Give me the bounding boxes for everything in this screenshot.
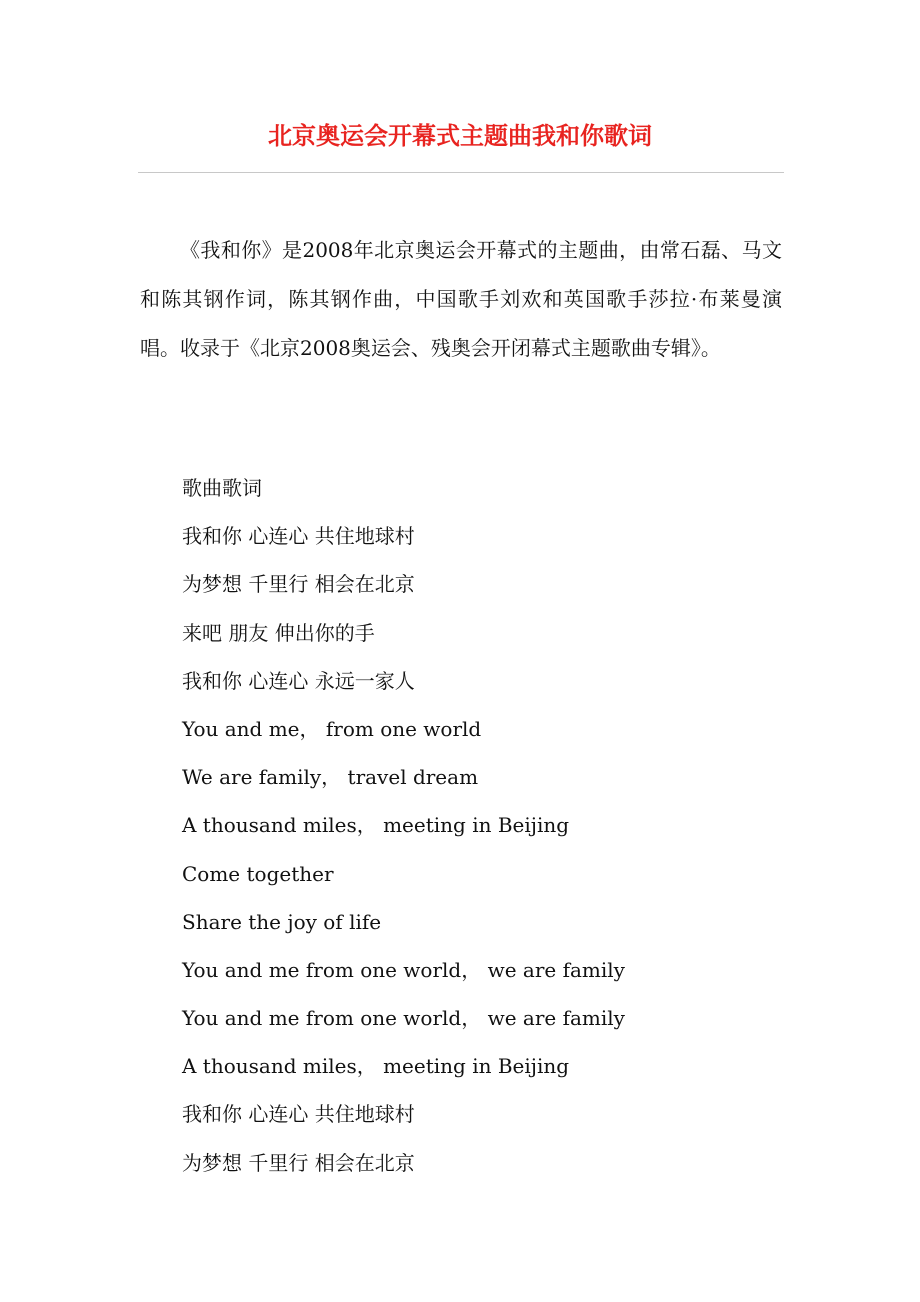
lyric-line: 为梦想 千里行 相会在北京 xyxy=(182,1150,415,1175)
lyric-line: 来吧 朋友 伸出你的手 xyxy=(182,620,375,645)
lyric-line: A thousand miles， meeting in Beijing xyxy=(182,813,570,838)
lyrics-heading: 歌曲歌词 xyxy=(182,476,262,500)
intro-paragraph: 《我和你》是2008年北京奥运会开幕式的主题曲，由常石磊、马文和陈其钢作词，陈其钢作曲，中国歌手刘欢和英国歌手莎拉·布莱曼演唱。收录于《北京2008奥运会、残奥会开闭幕式主题歌曲专辑》。 xyxy=(140,238,782,360)
lyric-line: 我和你 心连心 共住地球村 xyxy=(182,524,415,549)
lyric-line: You and me from one world， we are family xyxy=(182,1006,625,1031)
lyric-line: Share the joy of life xyxy=(182,909,382,934)
lyric-line: We are family， travel dream xyxy=(182,765,479,790)
lyric-line: You and me， from one world xyxy=(182,716,482,741)
lyric-line: 我和你 心连心 共住地球村 xyxy=(182,1102,415,1127)
lyric-line: You and me from one world， we are family xyxy=(182,957,625,982)
document-title: 北京奥运会开幕式主题曲我和你歌词 xyxy=(268,122,652,150)
lyric-line: 为梦想 千里行 相会在北京 xyxy=(182,572,415,597)
title-divider xyxy=(138,172,784,173)
lyric-line: Come together xyxy=(182,861,334,886)
lyric-line: 我和你 心连心 永远一家人 xyxy=(182,668,415,693)
lyric-line: A thousand miles， meeting in Beijing xyxy=(182,1054,570,1079)
lyrics-list xyxy=(182,464,782,1187)
